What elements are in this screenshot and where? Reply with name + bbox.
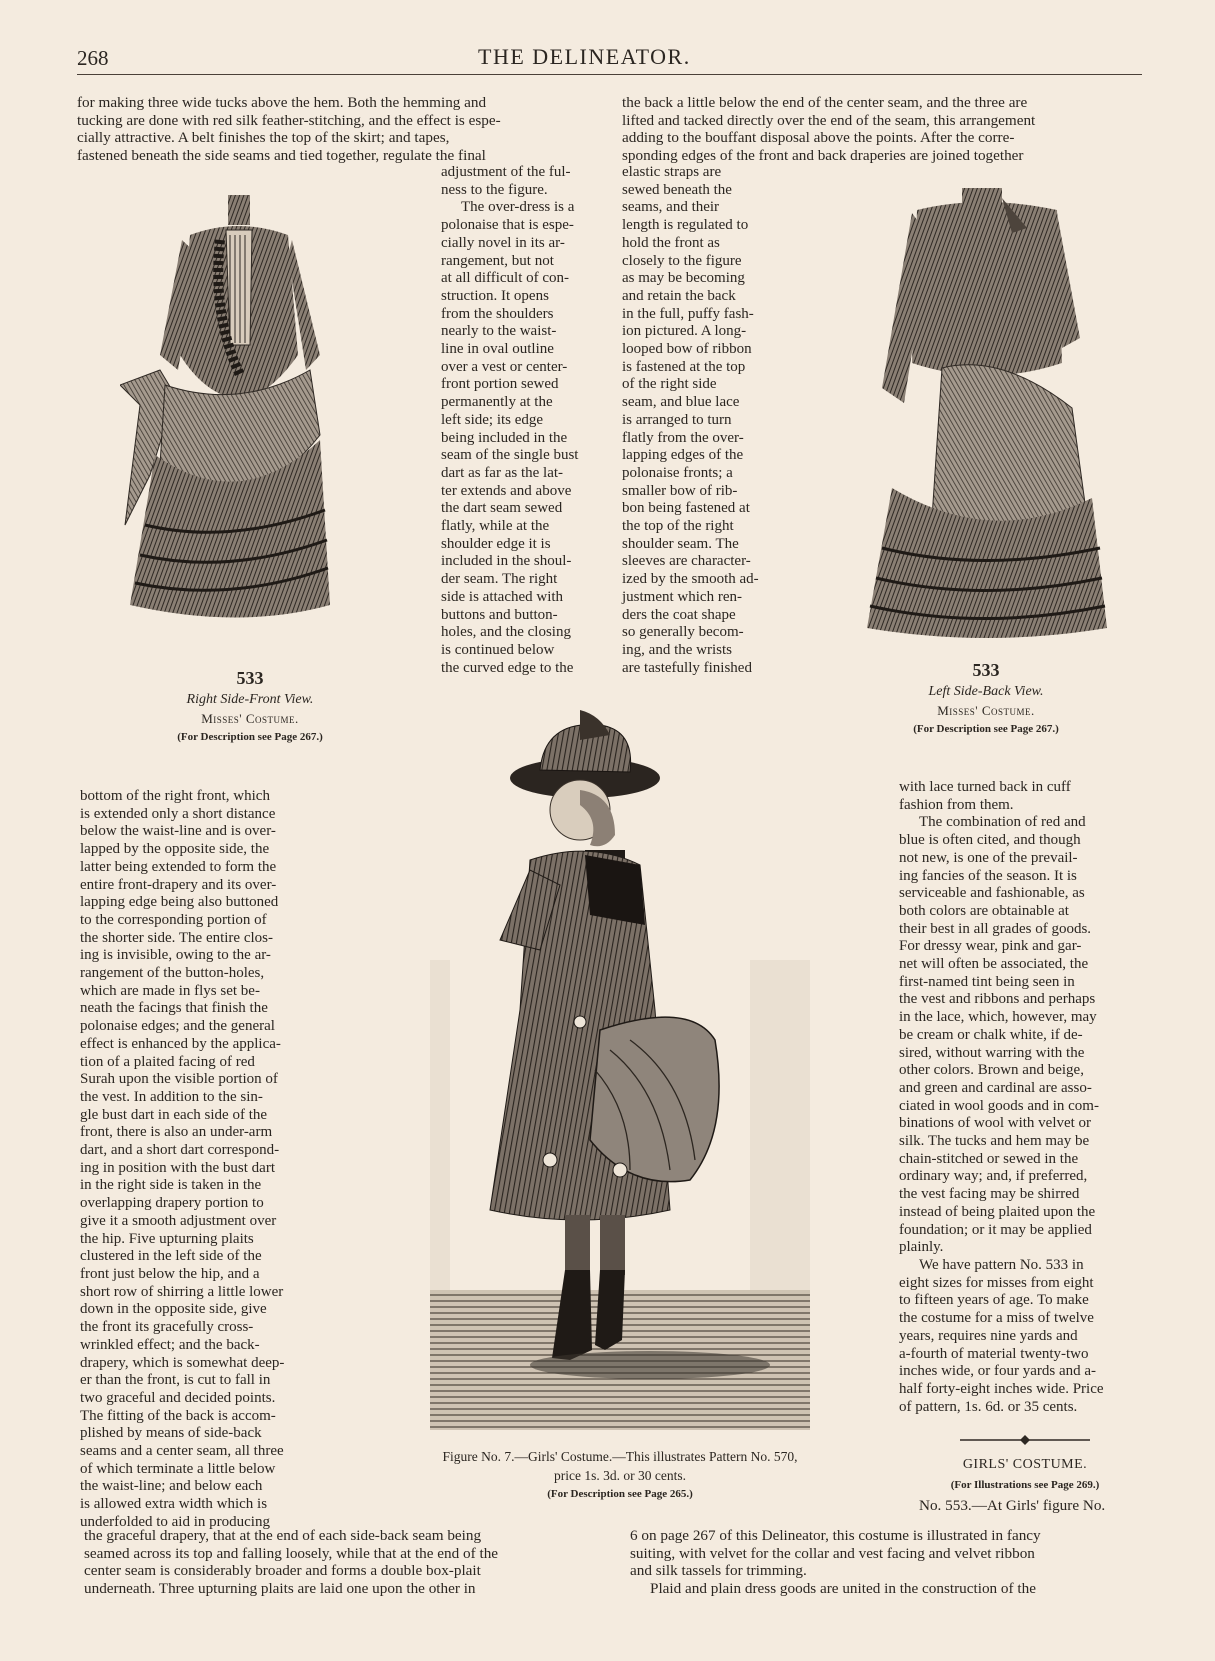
costume-back-illustration [862,188,1112,658]
text-line: rangement, but not [441,252,554,269]
text-line: ion pictured. A long- [622,323,747,340]
text-line: buttons and button- [441,606,558,623]
text-line: ing is invisible, owing to the ar- [80,947,271,964]
figure-number: 533 [972,660,1000,680]
costume-front-illustration [120,195,350,670]
text-line: down in the opposite side, give [80,1301,267,1318]
text-line: flatly, while at the [441,518,550,535]
text-line: with lace turned back in cuff [899,779,1071,795]
text-line: so generally becom- [622,624,744,641]
text-line: seams, and their [622,199,720,216]
text-line: lapped by the opposite side, the [80,841,270,858]
text-line: are tastefully finished [622,659,752,676]
figure-view: Left Side-Back View. [928,684,1044,699]
text-line: 6 on page 267 of this Delineator, this costume is illustrated in fancy [630,1527,1041,1544]
text-line: of the right side [622,376,717,393]
text-line: serviceable and fashionable, as [899,885,1085,902]
text-line: in the full, puffy fash- [622,305,754,322]
section-first-line: No. 553.—At Girls' figure No. [919,1497,1106,1514]
text-line: is extended only a short distance [80,805,276,822]
text-line: underneath. Three upturning plaits are laid one upon the other in [84,1579,476,1597]
text-line: left side; its edge [441,411,544,428]
figure-description-ref: (For Description see Page 267.) [913,723,1059,735]
text-line: polonaise that is espe- [441,217,574,234]
text-line: the vest and ribbons and perhaps [899,991,1096,1008]
header-rule [77,74,1142,75]
text-line: shoulder seam. The [622,535,739,552]
text-line: holes, and the closing [441,624,571,641]
text-line: We have pattern No. 533 in [919,1256,1084,1273]
text-line: tucking are done with red silk feather-stitching, and the effect is espe- [77,111,501,129]
text-line: first-named tint being seen in [899,973,1075,990]
text-line: from the shoulders [441,305,554,322]
text-line: and silk tassels for trimming. [630,1562,807,1580]
text-line: net will often be associated, the [899,956,1089,973]
text-line: front just below the hip, and a [80,1265,260,1282]
text-line: foundation; or it may be applied [899,1221,1092,1238]
text-line: entire front-drapery and its over- [80,876,277,893]
text-line: below the waist-line and is over- [80,823,276,840]
text-line: for making three wide tucks above the hem. Both the hemming and [77,94,487,111]
text-line: the dart seam sewed [441,500,563,517]
text-line: dart as far as the lat- [441,464,564,481]
text-line: blue is often cited, and though [899,832,1081,849]
text-line: center seam is considerably broader and forms a double box-plait [84,1562,481,1580]
text-line: side is attached with [441,588,564,605]
figure-caption-line2: price 1s. 3d. or 30 cents. [554,1468,686,1483]
text-line: permanently at the [441,394,553,411]
text-line: the hip. Five upturning plaits [80,1230,254,1247]
text-line: the front its gracefully cross- [80,1319,254,1336]
text-line: other colors. Brown and beige, [899,1062,1084,1079]
text-line: the costume for a miss of twelve [899,1310,1094,1327]
text-line: sleeves are character- [622,553,751,570]
text-line: the waist-line; and below each [80,1478,263,1495]
text-line: as may be becoming [622,270,745,287]
text-line: sired, without warring with the [899,1044,1085,1061]
text-line: underfolded to aid in producing [80,1513,270,1530]
text-line: plished by means of side-back [80,1425,262,1442]
text-line: neath the facings that finish the [80,1000,268,1017]
text-line: The combination of red and [919,814,1086,831]
text-line: struction. It opens [441,287,549,304]
text-line: er than the front, is cut to fall in [80,1372,271,1389]
text-line: which are made in flys set be- [80,982,260,999]
text-line: gle bust dart in each side of the [80,1106,268,1123]
text-line: a-fourth of material twenty-two [899,1345,1089,1362]
text-line: tion of a plaited facing of red [80,1053,255,1070]
text-line: to the corresponding portion of [80,911,267,928]
bottom-right-paragraph [630,1527,1155,1597]
text-line: lapping edge being also buttoned [80,894,279,911]
text-line: lapping edges of the [622,447,744,464]
text-line: the vest. In addition to the sin- [80,1088,263,1105]
text-line: ter extends and above [441,482,572,499]
text-line: der seam. The right [441,571,558,588]
figure-left-caption [120,668,380,747]
text-line: front portion sewed [441,376,559,393]
column-center-right [622,164,787,677]
text-line: ders the coat shape [622,606,736,623]
text-line: smaller bow of rib- [622,482,738,499]
text-line: ordinary way; and, if preferred, [899,1168,1088,1185]
text-line: not new, is one of the prevail- [899,849,1078,866]
figure-description-ref: (For Description see Page 265.) [547,1488,693,1500]
text-line: the shorter side. The entire clos- [80,929,273,946]
text-line: to fifteen years of age. To make [899,1292,1089,1309]
text-line: seamed across its top and falling loosely, while that at the end of the [84,1544,499,1562]
text-line: sponding edges of the front and back draperies are joined together [622,146,1024,164]
text-line: ized by the smooth ad- [622,571,759,588]
text-line: is continued below [441,641,555,658]
text-line: fashion from them. [899,796,1014,813]
text-line: overlapping drapery portion to [80,1195,264,1212]
text-line: is allowed extra width which is [80,1496,268,1513]
text-line: the curved edge to the [441,659,574,676]
text-line: the graceful drapery, that at the end of each side-back seam being [84,1527,482,1544]
figure-name: Misses' Costume. [201,711,299,726]
text-line: of which terminate a little below [80,1460,276,1477]
bottom-left-paragraph [84,1527,612,1597]
text-line: and retain the back [622,287,736,304]
text-line: the vest facing may be shirred [899,1186,1080,1203]
section-heading: GIRLS' COSTUME. [962,1457,1088,1472]
text-line: line in oval outline [441,341,554,358]
section-divider [960,1435,1090,1445]
text-line: adding to the bouffant disposal above the points. After the corre- [622,129,1015,147]
figure-caption-line1: Figure No. 7.—Girls' Costume.—This illustrates Pattern No. 570, [442,1449,798,1464]
text-line: included in the shoul- [441,553,572,570]
text-line: the back a little below the end of the center seam, and the three are [622,94,1028,111]
text-line: looped bow of ribbon [622,341,752,358]
text-line: ing, and the wrists [622,641,732,658]
text-line: suiting, with velvet for the collar and vest facing and velvet ribbon [630,1544,1035,1562]
text-line: binations of wool with velvet or [899,1115,1092,1132]
text-line: elastic straps are [622,164,722,180]
text-line: Surah upon the visible portion of [80,1071,278,1088]
text-line: adjustment of the ful- [441,164,571,180]
text-line: bon being fastened at [622,500,750,517]
column-left-lower [80,788,333,1532]
text-line: two graceful and decided points. [80,1389,276,1406]
text-line: half forty-eight inches wide. Price [899,1380,1104,1397]
text-line: shoulder edge it is [441,535,551,552]
text-line: in the lace, which, however, may [899,1009,1097,1026]
text-line: short row of shirring a little lower [80,1283,284,1300]
text-line: of pattern, 1s. 6d. or 35 cents. [899,1398,1078,1415]
text-line: and green and cardinal are asso- [899,1079,1092,1096]
text-line: flatly from the over- [622,429,744,446]
text-line: drapery, which is somewhat deep- [80,1354,285,1371]
figure-view: Right Side-Front View. [186,692,314,707]
text-line: give it a smooth adjustment over [80,1212,277,1229]
page-title: THE DELINEATOR. [478,44,691,69]
figure-center-caption [370,1447,870,1504]
text-line: plainly. [899,1239,944,1256]
text-line: The over-dress is a [461,199,575,216]
text-line: wrinkled effect; and the back- [80,1336,260,1353]
text-line: ing in position with the bust dart [80,1159,275,1176]
figure-description-ref: (For Description see Page 267.) [177,731,323,743]
text-line: polonaise edges; and the general [80,1018,275,1035]
top-right-paragraph [622,94,1144,164]
text-line: hold the front as [622,234,720,251]
text-line: both colors are obtainable at [899,902,1069,919]
text-line: seam of the single bust [441,447,579,464]
text-line: cially novel in its ar- [441,234,565,251]
text-line: effect is enhanced by the applica- [80,1035,281,1052]
text-line: justment which ren- [622,588,742,605]
text-line: be cream or chalk white, if de- [899,1026,1083,1043]
figure-number: 533 [236,668,264,688]
text-line: front, there is also an under-arm [80,1124,273,1141]
text-line: cially attractive. A belt finishes the top of the skirt; and tapes, [77,129,450,147]
figure-name: Misses' Costume. [937,703,1035,718]
girls-costume-illustration [430,710,810,1440]
text-line: is arranged to turn [622,411,732,428]
text-line: over a vest or center- [441,358,568,375]
text-line: seam, and blue lace [622,394,740,411]
text-line: clustered in the left side of the [80,1248,262,1265]
text-line: polonaise fronts; a [622,464,733,481]
text-line: inches wide, or four yards and a- [899,1363,1097,1380]
text-line: ness to the figure. [441,181,548,198]
illustrations-ref: (For Illustrations see Page 269.) [950,1479,1100,1491]
text-line: The fitting of the back is accom- [80,1407,276,1424]
text-line: in the right side is taken in the [80,1177,262,1194]
text-line: sewed beneath the [622,181,732,198]
text-line: their best in all grades of goods. [899,920,1092,937]
figure-right-caption [856,660,1116,739]
column-right-lower [899,779,1151,1416]
text-line: fastened beneath the side seams and tied together, regulate the final [77,146,486,164]
text-line: For dressy wear, pink and gar- [899,938,1082,955]
text-line: being included in the [441,429,568,446]
text-line: nearly to the waist- [441,323,557,340]
text-line: seams and a center seam, all three [80,1443,284,1460]
text-line: ing fancies of the season. It is [899,867,1077,884]
text-line: at all difficult of con- [441,270,570,287]
text-line: eight sizes for misses from eight [899,1274,1094,1291]
text-line: the top of the right [622,518,734,535]
text-line: silk. The tucks and hem may be [899,1133,1090,1150]
text-line: ciated in wool goods and in com- [899,1097,1099,1114]
top-paragraph [77,94,602,164]
page-number: 268 [77,46,109,70]
text-line: years, requires nine yards and [899,1327,1078,1344]
text-line: closely to the figure [622,252,742,269]
text-line: is fastened at the top [622,358,746,375]
text-line: dart, and a short dart correspond- [80,1142,280,1159]
text-line: lifted and tacked directly over the end of the seam, this arrangement [622,111,1036,129]
column-center-left [441,164,606,677]
girls-costume-section [899,1455,1151,1515]
text-line: Plaid and plain dress goods are united in the construction of the [650,1579,1036,1597]
text-line: length is regulated to [622,217,749,234]
text-line: rangement of the button-holes, [80,965,265,982]
text-line: bottom of the right front, which [80,788,270,804]
text-line: chain-stitched or sewed in the [899,1150,1079,1167]
text-line: latter being extended to form the [80,858,277,875]
text-line: instead of being plaited upon the [899,1203,1096,1220]
